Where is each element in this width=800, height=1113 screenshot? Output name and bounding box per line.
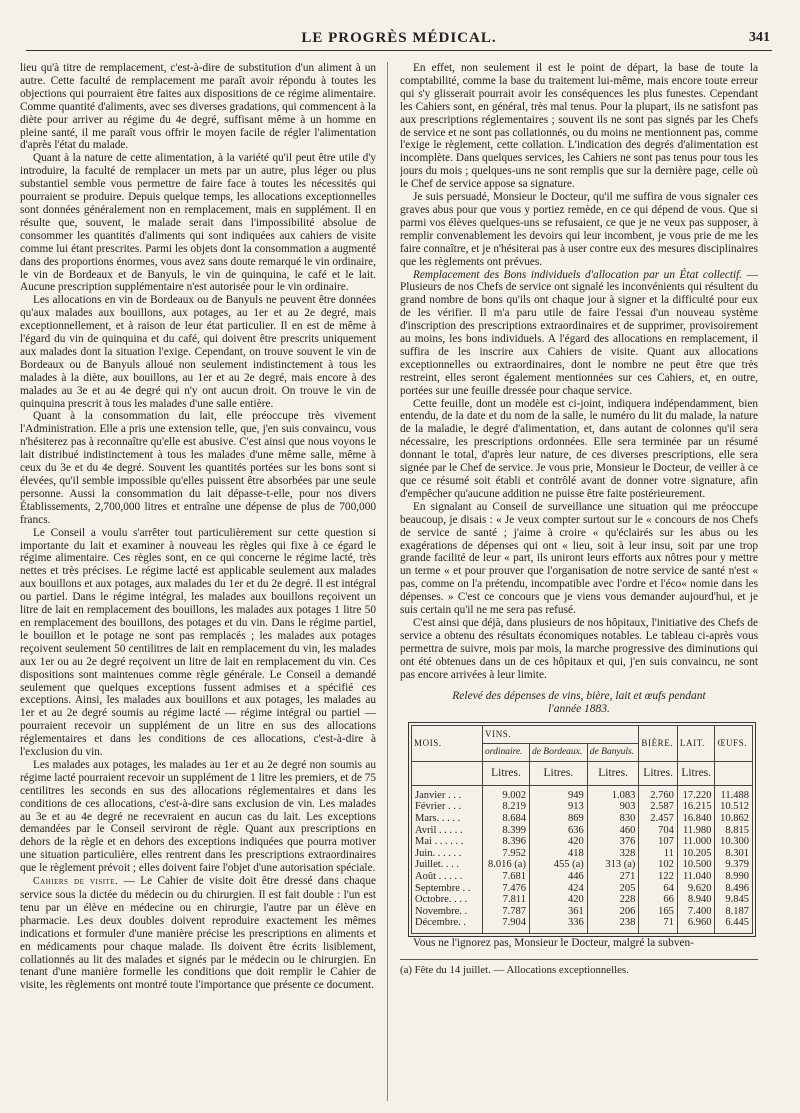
header-bordeaux: de Bordeaux.	[529, 743, 587, 761]
header-biere: BIÈRE.	[639, 725, 678, 761]
cell-month: Septembre . .	[412, 882, 483, 894]
table-row	[412, 824, 753, 836]
cell-biere: 107	[639, 836, 678, 848]
cell-bordeaux: 913	[529, 801, 587, 813]
left-column	[20, 62, 376, 1107]
cell-lait: 10.205	[677, 847, 715, 859]
cell-month: Août . . . . .	[412, 871, 483, 883]
paragraph: En signalant au Conseil de surveillance une situation qui me préoccupe beaucoup, je disais : « Je veux compter surtout sur le « concours de nos Chefs de service de santé ; j'aime à croire « qu'éclairés sur les abus ou les exagérations de dépenses qui ont « lieu, soit à leur insu, soit par une trop grande facilité de leur « part, ils uniront leurs efforts aux nôtres pour y mettre un terme « et pour prouver que l'organisation de notre service de santé n'est « pas, comme on l'a prétendu, incompatible avec l'ordre et l'éco« nomie dans les dépenses. » C'est ce concours que je viens vous demander aujourd'hui, et je suis certain qu'il ne me sera pas refusé.	[400, 500, 758, 617]
cell-bordeaux: 418	[529, 847, 587, 859]
cell-month: Décembre. .	[412, 917, 483, 933]
cell-oeufs: 10.512	[715, 801, 753, 813]
cell-bordeaux: 336	[529, 917, 587, 933]
paragraph: C'est ainsi que déjà, dans plusieurs de nos hôpitaux, l'initiative des Chefs de service a obtenu des résultats économiques notables. Le tableau ci-après vous permettra de suivre, mois par mois, la marche progressive des diminutions qui ont été obtenues dans un de ces hôpitaux et qui, j'en suis convaincu, ne sont pas encore arrivées à leur limite.	[400, 616, 758, 681]
cell-banyuls: 1.083	[587, 785, 639, 801]
table-row	[412, 894, 753, 906]
cell-oeufs: 6.445	[715, 917, 753, 933]
cell-oeufs: 10.300	[715, 836, 753, 848]
table-row	[412, 871, 753, 883]
expense-table-frame	[408, 722, 756, 937]
cell-bordeaux: 424	[529, 882, 587, 894]
cell-ordinaire: 7.476	[483, 882, 530, 894]
cell-oeufs: 8.815	[715, 824, 753, 836]
cell-banyuls: 313 (a)	[587, 859, 639, 871]
cell-biere: 122	[639, 871, 678, 883]
cell-lait: 11.980	[677, 824, 715, 836]
cell-banyuls: 271	[587, 871, 639, 883]
unit-cell	[412, 761, 483, 785]
cell-oeufs: 8.187	[715, 905, 753, 917]
cell-biere: 165	[639, 905, 678, 917]
unit-cell: Litres.	[587, 761, 639, 785]
paragraph: Le Conseil a voulu s'arrêter tout particulièrement sur cette question si importante du lait et examiner à nouveau les règles qui fixe à ce égard le régime alimentaire. Ces règles sont, en ce qui concerne le régime lacté, très nettes et très précises. Le régime lacté est applicable seulement aux malades aux bouillons et aux potages, aux malades du 1er et du 2e degré. Il est intégral ou partiel. Dans le régime intégral, les malades aux bouillons reçoivent un litre de lait en remplacement des bouillons, les malades aux potages 1 litre 50 en remplacement des bouillons, des potages et du vin. Dans le régime partiel, le bouillon et le potage ne sont pas remplacés ; les malades aux potages reçoivent seulement 50 centilitres de lait en remplacement du vin, les malades aux 1er ou au 2e degré reçoivent un litre de lait en remplacement du vin. Ces dispositions sont maintenues comme règle générale. Le Conseil a demandé seulement que quelques exceptions fussent admises et a spécifié ces exceptions. Ainsi, les malades aux bouillons et aux potages, les malades au 1er et au 2e degré soumis au régime lacté — régime intégral ou partiel — pourraient recevoir un supplément de un litre en sus des allocations réglementaires et dans les conditions de ces allocations, c'est-à-dire à l'exclusion du vin.	[20, 526, 376, 759]
cell-lait: 9.620	[677, 882, 715, 894]
table-row	[412, 905, 753, 917]
cell-bordeaux: 361	[529, 905, 587, 917]
cell-month: Mars. . . . .	[412, 813, 483, 825]
cell-ordinaire: 8.016 (a)	[483, 859, 530, 871]
cell-banyuls: 206	[587, 905, 639, 917]
cell-oeufs: 8.301	[715, 847, 753, 859]
cell-ordinaire: 8.684	[483, 813, 530, 825]
paragraph: Je suis persuadé, Monsieur le Docteur, qu'il me suffira de vous signaler ces graves abus pour que vous y portiez remède, en ce qui dépend de vous. Que si parmi vos élèves quelques-uns se refusaient, ce que je ne veux pas supposer, à remplir convenablement les devoirs qui leur incombent, je vous prie de me les faire connaître, et je n'hésiterai pas à user contre eux des mesures disciplinaires que les règlements ont prévues.	[400, 191, 758, 268]
cell-month: Octobre. . . .	[412, 894, 483, 906]
section-heading: Cahiers de visite.	[33, 876, 119, 888]
cell-month: Juillet. . . .	[412, 859, 483, 871]
unit-cell	[715, 761, 753, 785]
cell-banyuls: 830	[587, 813, 639, 825]
cell-lait: 8.940	[677, 894, 715, 906]
paragraph: Vous ne l'ignorez pas, Monsieur le Docteur, malgré la subven-	[413, 936, 694, 949]
cell-banyuls: 228	[587, 894, 639, 906]
cell-biere: 704	[639, 824, 678, 836]
paragraph: Cette feuille, dont un modèle est ci-joint, indiquera indépendamment, bien entendu, de la date et du nom de la salle, le numéro du lit du malade, la nature de la maladie, le degré d'alimentation, et, dans autant de colonnes qu'il sera nécessaire, les prescriptions ordonnées. Elle sera terminée par un résumé donnant le total, d'après leur nature, de ces diverses prescriptions, elle sera signée par le Chef de service. Je vous prie, Monsieur le Docteur, de veiller à ce que ce résumé soit établi et contrôlé avant de donner votre signature, afin d'empêcher qu'aucune addition ne puisse être faite postérieurement.	[400, 397, 758, 500]
cell-month: Février . . .	[412, 801, 483, 813]
cell-ordinaire: 7.952	[483, 847, 530, 859]
table-row	[412, 917, 753, 933]
cell-ordinaire: 9.002	[483, 785, 530, 801]
cell-ordinaire: 8.219	[483, 801, 530, 813]
cell-lait: 11.040	[677, 871, 715, 883]
expense-table	[411, 725, 753, 934]
cell-banyuls: 238	[587, 917, 639, 933]
remplacement-paragraph	[400, 269, 758, 398]
paragraph: Quant à la consommation du lait, elle préoccupe très vivement l'Administration. Elle a pris une extension telle, que, j'en suis convaincu, vous n'hésiterez pas à reconnaître qu'elle est abusive. C'est ainsi que nous voyons le lait distribué indistinctement à tous les malades d'une même salle, même à ceux du 3e et du 4e degré. Souvent les quantités portées sur les bons sont si élevées, qu'il semble impossible qu'elles puissent être absorbées par une seule personne. Aussi la consommation du lait dépasse-t-elle, pour nos divers Établissements, 2,700,000 litres et entraîne une dépense de plus de 700,000 francs.	[20, 410, 376, 526]
paragraph: lieu qu'à titre de remplacement, c'est-à-dire de substitution d'un aliment à un autre. Cette faculté de remplacement me paraît avoir répondu à toutes les objections qui pourraient être faites aux dispositions de ce régime alimentaire. Comme quantité d'aliments, avec ses diverses gradations, qui commencent à la diète pour arriver au régime du 4e degré, suffisant même à un homme en pleine santé, il me paraît vous offrir le moyen facile de régler l'alimentation d'après l'état du malade.	[20, 62, 376, 152]
cell-banyuls: 205	[587, 882, 639, 894]
cell-biere: 64	[639, 882, 678, 894]
cell-biere: 2.587	[639, 801, 678, 813]
paragraph-text: — Plusieurs de nos Chefs de service ont signalé les inconvénients qui résultent du grand nombre de bons qu'ils ont chaque jour à signer et la difficulté pour eux de les vérifier. Il m'a paru utile de faire l'essai d'un nouveau système d'inscription des prescriptions extraordinaires et de supprimer, provisoirement au moins, les bons individuels. A l'égard des allocations en remplacement, il suffira de les inscrire aux Cahiers de visite. Quant aux allocations exceptionnelles ou extraordinaires, dont le nombre ne peut être que très restreint, elles seront également mentionnées sur ces Cahiers, et, en outre, portées sur une feuille dressée pour chaque service.	[400, 268, 758, 397]
right-column	[400, 62, 758, 1107]
unit-cell: Litres.	[639, 761, 678, 785]
cell-lait: 17.220	[677, 785, 715, 801]
cell-lait: 6.960	[677, 917, 715, 933]
cell-biere: 66	[639, 894, 678, 906]
header-lait: LAIT.	[677, 725, 715, 761]
cell-month: Avril . . . . .	[412, 824, 483, 836]
table-body	[412, 785, 753, 933]
unit-cell: Litres.	[677, 761, 715, 785]
cell-month: Janvier . . .	[412, 785, 483, 801]
table-title	[400, 690, 758, 716]
cell-ordinaire: 7.904	[483, 917, 530, 933]
header-vins: VINS.	[483, 725, 639, 743]
cell-ordinaire: 8.396	[483, 836, 530, 848]
cell-banyuls: 376	[587, 836, 639, 848]
cell-lait: 7.400	[677, 905, 715, 917]
cell-oeufs: 8.496	[715, 882, 753, 894]
paragraph: Quant à la nature de cette alimentation, à la variété qu'il peut être utile d'y introduire, la faculté de remplacer un mets par un autre, plus léger ou plus substantiel semble vous permettre de faire face à toutes les nécessités qui pourraient se produire. Depuis quelque temps, les allocations exceptionnelles sont données généralement non en remplacement, mais en supplément. Il en résulte que, souvent, le malade serait dans l'impossibilité absolue de consommer les quantités d'aliments qui sont indiquées aux cahiers de visite comme lui étant prescrites. Parmi les objets dont la consommation a augmenté dans des proportions énormes, vous avez sans doute remarqué le vin ordinaire, le vin de Bordeaux et de Banyuls, le vin de quinquina, le café et le lait. Aucune prescription supplémentaire n'est autorisée pour le vin ordinaire.	[20, 152, 376, 294]
table-row	[412, 801, 753, 813]
table-title-line: Relevé des dépenses de vins, bière, lait et œufs pendant	[452, 689, 706, 702]
header-oeufs: ŒUFS.	[715, 725, 753, 761]
cell-month: Mai . . . . . .	[412, 836, 483, 848]
section-heading: Remplacement des Bons individuels d'allocation par un État collectif.	[413, 268, 743, 281]
column-divider	[387, 62, 388, 1101]
cahiers-paragraph	[20, 875, 376, 992]
cell-biere: 11	[639, 847, 678, 859]
table-title-line: l'année 1883.	[548, 702, 610, 715]
page-header	[26, 30, 772, 51]
cell-bordeaux: 636	[529, 824, 587, 836]
header-ordinaire: ordinaire.	[483, 743, 530, 761]
cell-lait: 16.215	[677, 801, 715, 813]
table-row	[412, 859, 753, 871]
paragraph: En effet, non seulement il est le point de départ, la base de toute la comptabilité, comme la base du traitement lui-même, mais encore toute erreur qui s'y glisserait pourrait avoir les conséquences les plus funestes. Cependant les Cahiers sont, en général, très mal tenus. Pour la plupart, ils ne satisfont pas aux prescriptions réglementaires ; souvent ils ne sont pas signés par les Chefs de service et ne sont pas collationnés, ou du moins ne mentionnent pas, comme l'exige le règlement, cette collation. L'indication des degrés d'alimentation est incomplète. Dans quelques services, les Cahiers ne sont pas tenus pour tous les jours du mois ; quelques-uns ne sont remplis que sur la dernière page, celle où le Chef de service appose sa signature.	[400, 62, 758, 191]
cell-ordinaire: 7.811	[483, 894, 530, 906]
cell-biere: 2.457	[639, 813, 678, 825]
unit-cell: Litres.	[529, 761, 587, 785]
table-row	[412, 882, 753, 894]
cell-ordinaire: 8.399	[483, 824, 530, 836]
cell-bordeaux: 446	[529, 871, 587, 883]
table-row	[412, 836, 753, 848]
cell-oeufs: 11.488	[715, 785, 753, 801]
cell-banyuls: 903	[587, 801, 639, 813]
cell-ordinaire: 7.681	[483, 871, 530, 883]
cell-oeufs: 9.845	[715, 894, 753, 906]
footnote-rule	[400, 959, 758, 960]
cell-bordeaux: 949	[529, 785, 587, 801]
paragraph: Les malades aux potages, les malades au 1er et au 2e degré non soumis au régime lacté pourraient recevoir un supplément de 1 litre les premiers, et de 75 centilitres les seconds en sus des allocations réglementaires et dans les conditions de ces allocations, c'est-à-dire sans exclusion de vin. Les malades au 3e et au 4e degré ne recevraient en aucun cas du lait. Les exceptions demandées par le Conseil serviront de règle. Quant aux prescriptions en dehors de la règle et en dehors des exceptions indiquées que pourra motiver une situation particulière, elles rentrent dans les prescriptions extraordinaires que le règlement prévoit ; elles doivent faire l'objet d'une autorisation spéciale.	[20, 758, 376, 875]
footnote: (a) Fête du 14 juillet. — Allocations exceptionnelles.	[400, 963, 629, 976]
cell-bordeaux: 869	[529, 813, 587, 825]
cell-ordinaire: 7.787	[483, 905, 530, 917]
cell-biere: 2.760	[639, 785, 678, 801]
cell-lait: 16.840	[677, 813, 715, 825]
cell-month: Juin. . . . . .	[412, 847, 483, 859]
cell-oeufs: 10.862	[715, 813, 753, 825]
cell-month: Novembre. .	[412, 905, 483, 917]
cell-banyuls: 460	[587, 824, 639, 836]
cell-oeufs: 9.379	[715, 859, 753, 871]
table-row	[412, 813, 753, 825]
paragraph: Les allocations en vin de Bordeaux ou de Banyuls ne peuvent être données qu'aux malades aux bouillons, aux potages, au 1er et au 2e degré, mais exceptionnellement, et à raison de leur état particulier. Il en est de même à l'égard du vin de quinquina et du café, qui doivent être prescrits uniquement aux malades dont la situation l'exige. Cependant, on trouve souvent le vin de Bordeaux ou de Banyuls alloué non seulement indistinctement à tous les malades à la diète, aux bouillons, au 1er et au 2e degré, mais encore à des malades au 3e et au 4e degré qui n'y ont aucun droit. On trouve le vin de quinquina prescrit à tous les malades d'une salle entière.	[20, 294, 376, 410]
units-row	[412, 761, 753, 785]
page-number: 341	[749, 30, 770, 45]
cell-biere: 102	[639, 859, 678, 871]
cell-lait: 11.000	[677, 836, 715, 848]
paragraph-text: — Le Cahier de visite doit être dressé dans chaque service sous la dictée du médecin ou du chirurgien. Il est fait double : l'un est tenu par un élève en médecine ou en chirurgie, l'autre par un élève en pharmacie. Les deux doubles doivent reproduire exactement les mêmes indications et formuler d'une manière précise les prescriptions en aliments et en médicaments pour chaque malade. Ils doivent être écrits lisiblement, collationnés au lit des malades et signés par le médecin ou le chirurgien. En tenant d'une manière formelle les conditions que doit remplir le Cahier de visite, les règlements ont montré toute l'importance que présente ce document.	[20, 875, 376, 992]
journal-title: LE PROGRÈS MÉDICAL.	[301, 30, 497, 46]
header-banyuls: de Banyuls.	[587, 743, 639, 761]
cell-bordeaux: 420	[529, 836, 587, 848]
cell-biere: 71	[639, 917, 678, 933]
header-mois: MOIS.	[412, 725, 483, 761]
table-row	[412, 847, 753, 859]
cell-bordeaux: 455 (a)	[529, 859, 587, 871]
cell-bordeaux: 420	[529, 894, 587, 906]
cell-banyuls: 328	[587, 847, 639, 859]
cell-lait: 10.500	[677, 859, 715, 871]
table-row	[412, 785, 753, 801]
unit-cell: Litres.	[483, 761, 530, 785]
cell-oeufs: 8.990	[715, 871, 753, 883]
